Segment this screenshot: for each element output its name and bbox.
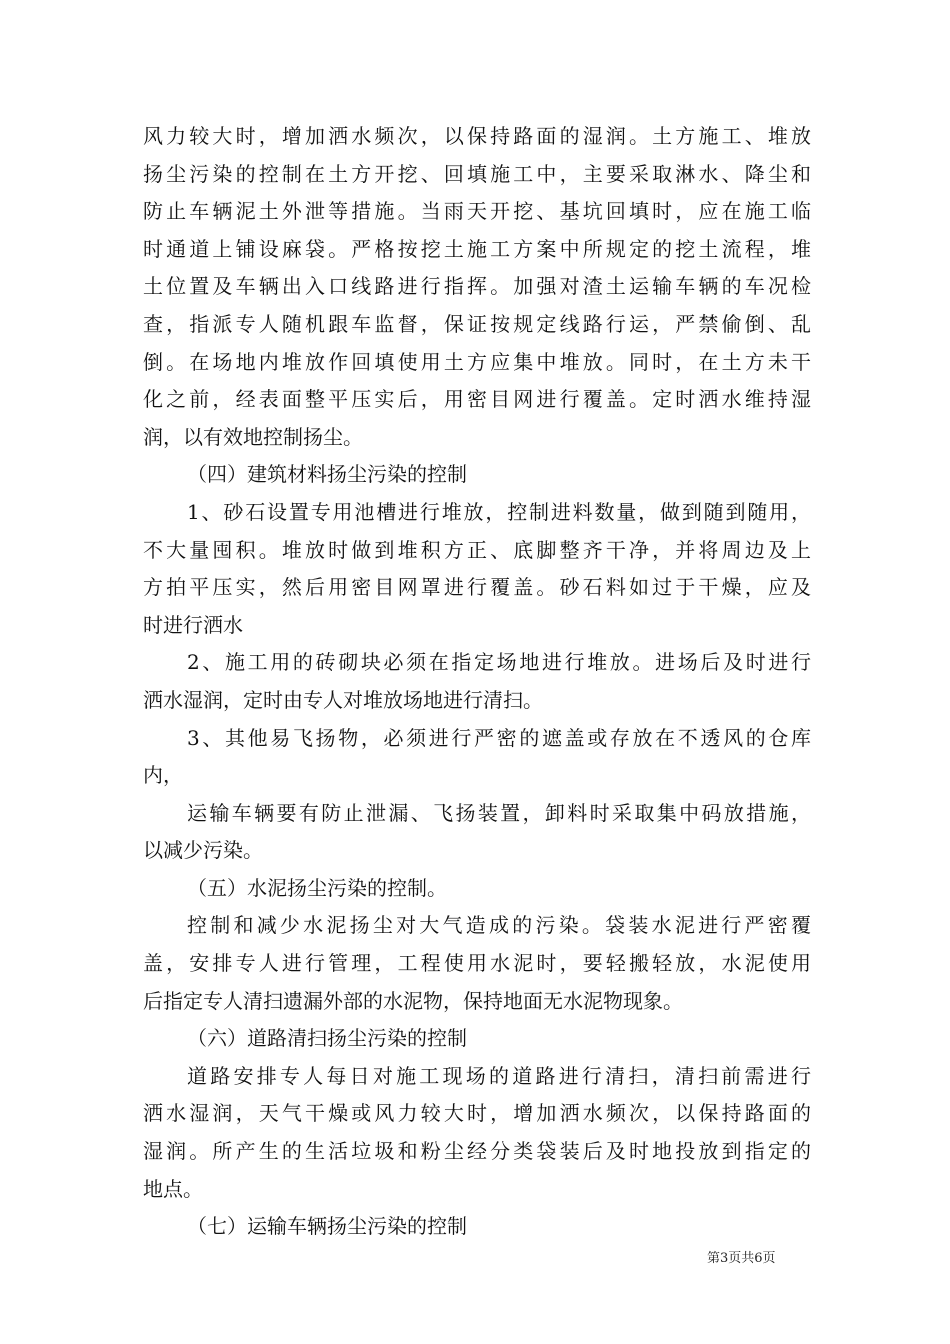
text-line: 防止车辆泥土外泄等措施。当雨天开挖、基坑回填时，应在施工临 <box>143 199 811 224</box>
text-line: 道路安排专人每日对施工现场的道路进行清扫，清扫前需进行 <box>187 1063 811 1088</box>
text-line: 风力较大时，增加洒水频次，以保持路面的湿润。土方施工、堆放 <box>143 124 811 148</box>
text-line: 时进行洒水 <box>143 612 243 637</box>
text-line: 内， <box>143 763 183 788</box>
text-line: （四）建筑材料扬尘污染的控制 <box>187 462 467 487</box>
text-line: 化之前，经表面整平压实后，用密目网进行覆盖。定时洒水维持湿 <box>143 387 811 412</box>
text-line: 方拍平压实，然后用密目网罩进行覆盖。砂石料如过于干燥，应及 <box>143 575 811 600</box>
page-number: 第3页共6页 <box>707 1251 776 1266</box>
text-line: 查，指派专人随机跟车监督，保证按规定线路行运，严禁偷倒、乱 <box>143 311 811 336</box>
body-text <box>143 118 811 1246</box>
text-line: 2、施工用的砖砌块必须在指定场地进行堆放。进场后及时进行 <box>187 650 811 675</box>
text-line: 扬尘污染的控制在土方开挖、回填施工中，主要采取淋水、降尘和 <box>143 161 811 186</box>
text-line: （六）道路清扫扬尘污染的控制 <box>187 1026 467 1051</box>
text-line: 地点。 <box>143 1176 203 1201</box>
text-line: 土位置及车辆出入口线路进行指挥。加强对渣土运输车辆的车况检 <box>143 274 811 299</box>
text-line: 湿润。所产生的生活垃圾和粉尘经分类袋装后及时地投放到指定的 <box>143 1139 811 1164</box>
text-line: （七）运输车辆扬尘污染的控制 <box>187 1214 467 1239</box>
text-line: 洒水湿润，天气干燥或风力较大时，增加洒水频次，以保持路面的 <box>143 1101 811 1126</box>
text-line: 润，以有效地控制扬尘。 <box>143 424 363 449</box>
text-line: 洒水湿润，定时由专人对堆放场地进行清扫。 <box>143 687 543 712</box>
text-line: 倒。在场地内堆放作回填使用土方应集中堆放。同时，在土方未干 <box>143 349 811 374</box>
text-line: 1、砂石设置专用池槽进行堆放，控制进料数量，做到随到随用， <box>187 499 811 524</box>
text-line: （五）水泥扬尘污染的控制。 <box>187 875 447 900</box>
text-line: 3、其他易飞扬物，必须进行严密的遮盖或存放在不透风的仓库 <box>187 725 811 750</box>
text-line: 不大量囤积。堆放时做到堆积方正、底脚整齐干净，并将周边及上 <box>143 537 811 562</box>
text-line: 盖，安排专人进行管理，工程使用水泥时，要轻搬轻放，水泥使用 <box>143 951 811 976</box>
text-line: 运输车辆要有防止泄漏、飞扬装置，卸料时采取集中码放措施， <box>187 800 811 825</box>
text-line: 以减少污染。 <box>143 838 263 863</box>
text-line: 时通道上铺设麻袋。严格按挖土施工方案中所规定的挖土流程，堆 <box>143 236 811 261</box>
text-line: 控制和减少水泥扬尘对大气造成的污染。袋装水泥进行严密覆 <box>187 913 811 938</box>
text-line: 后指定专人清扫遗漏外部的水泥物，保持地面无水泥物现象。 <box>143 988 683 1013</box>
